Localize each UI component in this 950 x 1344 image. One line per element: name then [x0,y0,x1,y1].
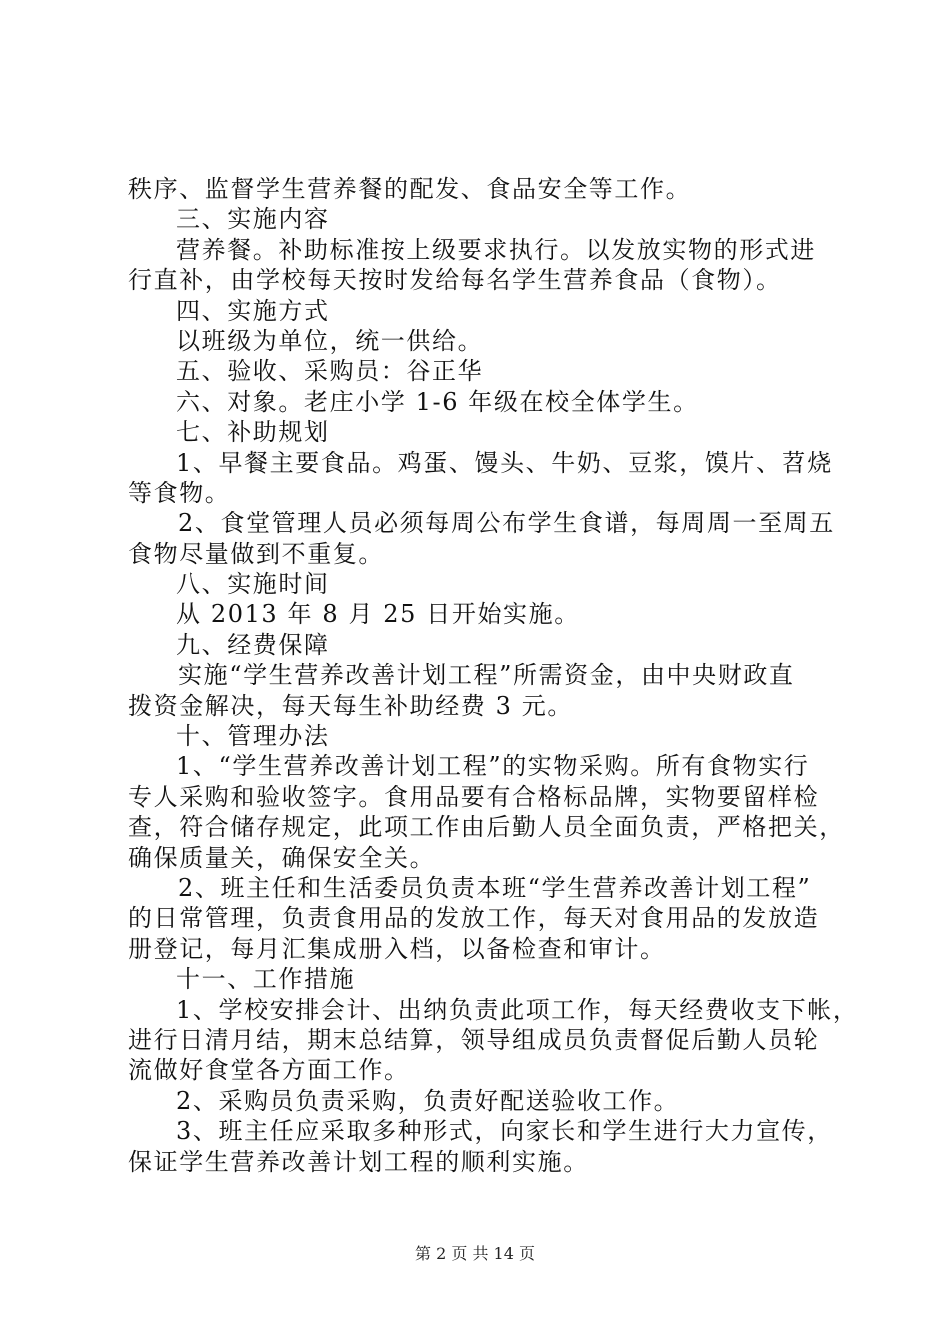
body-line: 秩序、监督学生营养餐的配发、食品安全等工作。 [128,175,692,203]
body-line: 2、采购员负责采购，负责好配送验收工作。 [176,1086,680,1115]
body-line: 查，符合储存规定，此项工作由后勤人员全面负责，严格把关， [128,813,845,842]
body-line: 营养餐。补助标准按上级要求执行。以发放实物的形式进 [176,235,816,264]
document-body [128,174,859,1177]
section-heading: 九、经费保障 [176,630,330,659]
body-line: 的日常管理，负责食用品的发放工作，每天对食用品的发放造 [128,904,820,933]
body-line: 2、班主任和生活委员负责本班“学生营养改善计划工程” [178,873,812,902]
body-line: 进行日清月结，期末总结算，领导组成员负责督促后勤人员轮 [128,1025,820,1054]
section-heading: 三、实施内容 [176,205,330,234]
section-heading: 十一、工作措施 [176,965,356,994]
section-heading: 八、实施时间 [176,570,330,599]
body-line: 实施“学生营养改善计划工程”所需资金，由中央财政直 [178,661,795,690]
body-line: 册登记，每月汇集成册入档，以备检查和审计。 [128,934,666,963]
body-line: 2、食堂管理人员必须每周公布学生食谱，每周周一至周五 [178,509,835,538]
section-heading: 五、验收、采购员：谷正华 [176,357,484,386]
section-heading: 六、对象。老庄小学 1-6 年级在校全体学生。 [176,387,699,416]
body-line: 保证学生营养改善计划工程的顺利实施。 [128,1147,589,1176]
body-line: 1、“学生营养改善计划工程”的实物采购。所有食物实行 [176,752,810,781]
body-line: 1、早餐主要食品。鸡蛋、馒头、牛奶、豆浆，馍片、苕烧 [176,448,833,477]
section-heading: 七、补助规划 [176,418,330,447]
body-line: 确保质量关，确保安全关。 [128,843,436,872]
body-line: 等食物。 [128,478,231,507]
body-line: 流做好食堂各方面工作。 [128,1056,410,1085]
page-number-footer: 第 2 页 共 14 页 [415,1244,535,1263]
body-line: 拨资金解决，每天每生补助经费 3 元。 [128,691,573,720]
body-line: 以班级为单位，统一供给。 [176,326,484,355]
section-heading: 四、实施方式 [176,296,330,325]
body-line: 3、班主任应采取多种形式，向家长和学生进行大力宣传， [176,1117,833,1146]
body-line: 行直补，由学校每天按时发给每名学生营养食品（食物）。 [128,266,782,295]
body-line: 从 2013 年 8 月 25 日开始实施。 [176,600,580,629]
section-heading: 十、管理办法 [176,722,330,751]
body-line: 食物尽量做到不重复。 [128,539,384,568]
body-line: 专人采购和验收签字。食用品要有合格标品牌，实物要留样检 [128,782,820,811]
body-line: 1、学校安排会计、出纳负责此项工作，每天经费收支下帐， [176,995,859,1024]
